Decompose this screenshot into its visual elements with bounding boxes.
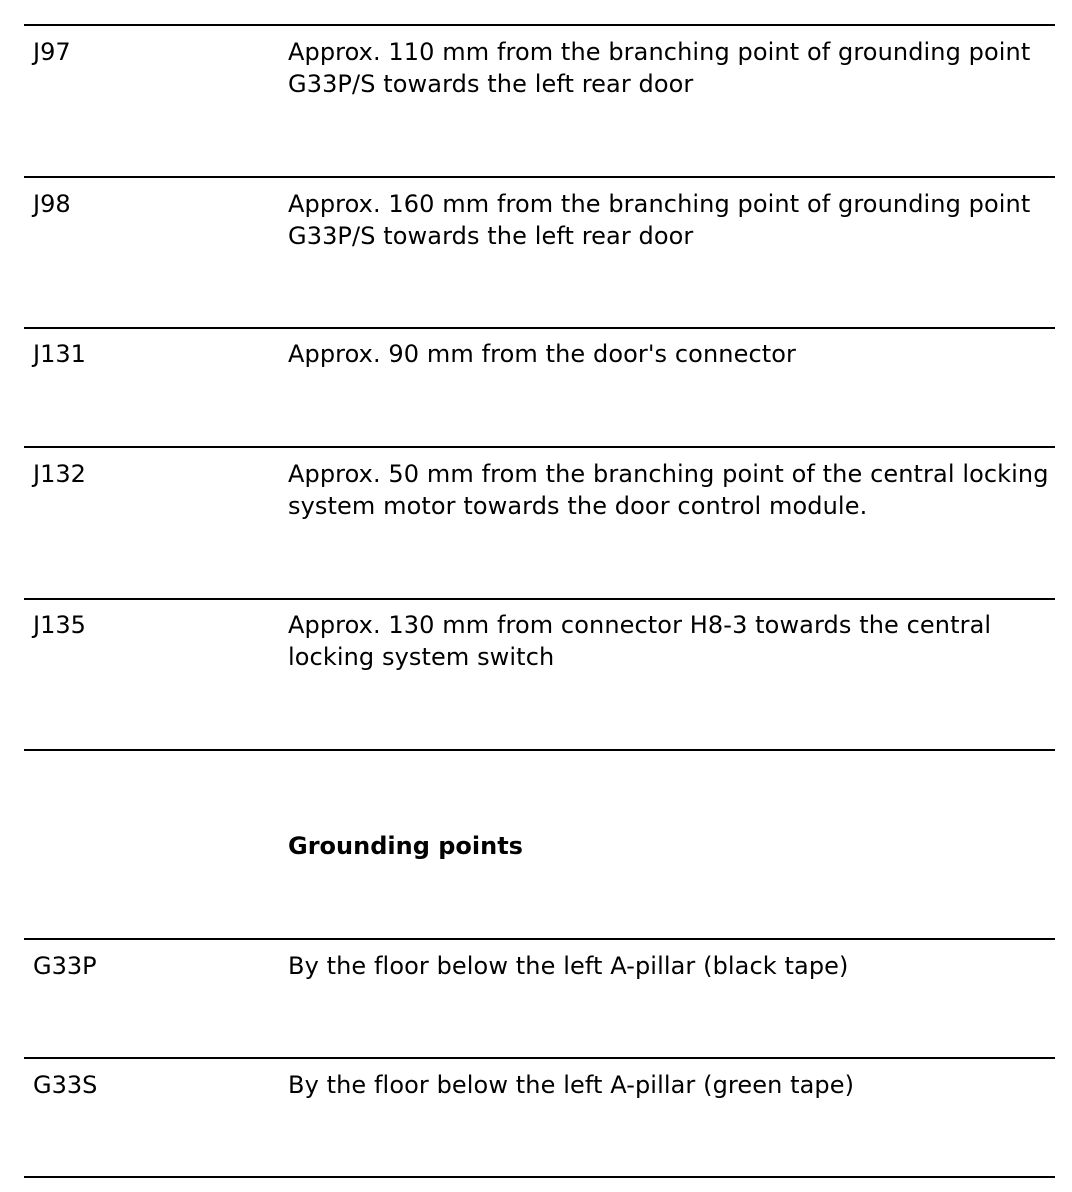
- row-code: G33P: [33, 952, 97, 980]
- table-divider: [24, 938, 1055, 940]
- table-divider: [24, 749, 1055, 751]
- row-description: Approx. 50 mm from the branching point of the central locking system motor towards the door control module.: [288, 460, 1049, 520]
- table-divider: [24, 327, 1055, 329]
- row-description: Approx. 160 mm from the branching point of grounding point G33P/S towards the left rear door: [288, 190, 1031, 250]
- table-divider: [24, 1176, 1055, 1178]
- row-description: By the floor below the left A-pillar (black tape): [288, 952, 849, 980]
- row-code: J135: [33, 611, 86, 639]
- row-code: J98: [33, 190, 71, 218]
- table-divider: [24, 1057, 1055, 1059]
- table-divider: [24, 598, 1055, 600]
- table-divider: [24, 176, 1055, 178]
- table-divider: [24, 24, 1055, 26]
- row-description: Approx. 90 mm from the door's connector: [288, 340, 797, 368]
- row-description: Approx. 130 mm from connector H8-3 towards the central locking system switch: [288, 611, 992, 671]
- grounding-points-heading: Grounding points: [288, 832, 523, 860]
- row-code: J97: [33, 38, 71, 66]
- row-description: By the floor below the left A-pillar (green tape): [288, 1071, 855, 1099]
- row-code: J132: [33, 460, 86, 488]
- table-divider: [24, 446, 1055, 448]
- row-description: Approx. 110 mm from the branching point of grounding point G33P/S towards the left rear door: [288, 38, 1031, 98]
- row-code: G33S: [33, 1071, 98, 1099]
- row-code: J131: [33, 340, 86, 368]
